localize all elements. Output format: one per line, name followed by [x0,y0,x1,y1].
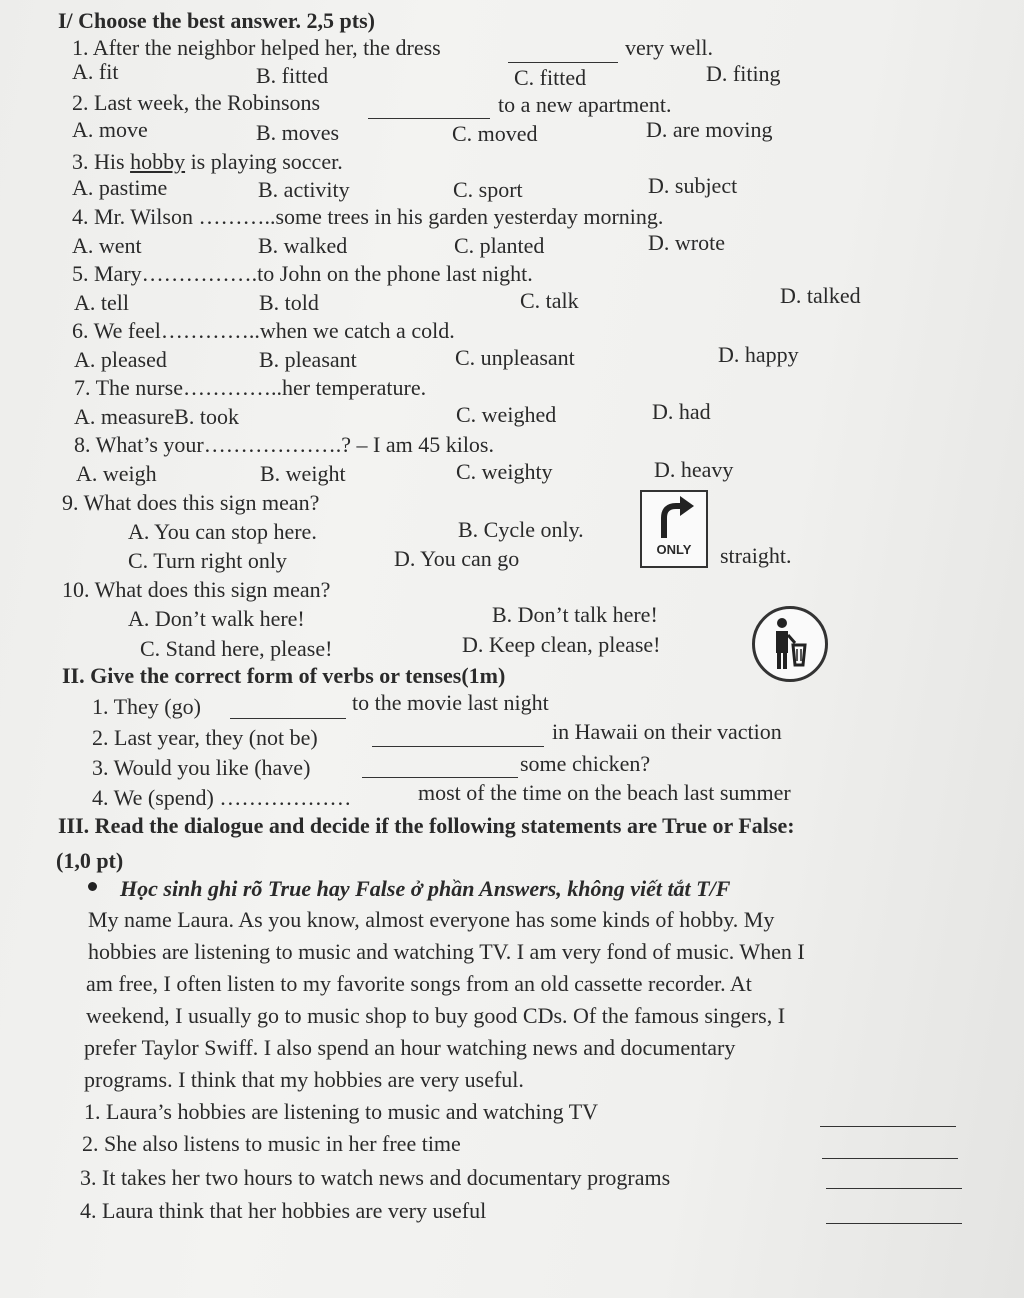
q2-option-a[interactable]: A. move [72,117,148,142]
q2-option-b[interactable]: B. moves [256,120,340,145]
s2-q3-after: some chicken? [520,751,651,776]
q3-underlined-word: hobby [130,149,186,174]
q8-option-c[interactable]: C. weighty [456,459,553,484]
passage-line: My name Laura. As you know, almost everyone has some kinds of hobby. My [88,907,775,932]
q4-stem: 4. Mr. Wilson ………..some trees in his garden yesterday morning. [72,204,664,229]
statement-2-blank[interactable] [822,1140,958,1159]
statement-4: 4. Laura think that her hobbies are very useful [80,1198,487,1223]
q9-option-a[interactable]: A. You can stop here. [128,519,317,544]
q2-option-d[interactable]: D. are moving [646,117,773,142]
q3-option-b[interactable]: B. activity [258,177,350,202]
turn-right-arrow-icon [642,492,706,542]
q4-option-b[interactable]: B. walked [258,233,348,258]
q1-blank[interactable] [508,44,618,63]
q8-option-b[interactable]: B. weight [260,461,346,486]
q8-option-d[interactable]: D. heavy [654,457,734,482]
q5-stem: 5. Mary…………….to John on the phone last night. [72,261,533,286]
q2-blank[interactable] [368,100,490,119]
statement-1-blank[interactable] [820,1108,956,1127]
q1-before: 1. After the neighbor helped her, the dress [72,35,441,60]
q6-option-c[interactable]: C. unpleasant [455,345,575,370]
q4-option-d[interactable]: D. wrote [648,230,725,255]
passage-line: weekend, I usually go to music shop to buy good CDs. Of the famous singers, I [86,1003,786,1028]
q4-option-a[interactable]: A. went [72,233,142,258]
s2-q2-after: in Hawaii on their vaction [552,719,782,744]
section3-points: (1,0 pt) [56,848,124,873]
q6-stem: 6. We feel…………..when we catch a cold. [72,318,455,343]
section3-heading: III. Read the dialogue and decide if the following statements are True or False: [58,813,795,838]
s2-q1-before: 1. They (go) [92,694,201,719]
q8-option-a[interactable]: A. weigh [76,461,157,486]
s2-q4-before: 4. We (spend) ……………… [92,785,352,810]
statement-1: 1. Laura’s hobbies are listening to music and watching TV [84,1099,599,1124]
q5-option-b[interactable]: B. told [259,290,319,315]
q1-stem [72,35,441,61]
q1-option-a[interactable]: A. fit [72,59,119,84]
q6-option-a[interactable]: A. pleased [74,347,167,372]
s2-q4-after: most of the time on the beach last summer [418,780,791,805]
q7-option-ab[interactable]: A. measureB. took [74,404,239,429]
q10-option-a[interactable]: A. Don’t walk here! [128,606,305,631]
q2-before: 2. Last week, the Robinsons [72,90,321,115]
person-trash-bin-icon [755,609,825,679]
q7-stem: 7. The nurse…………..her temperature. [74,375,427,400]
q3-option-d[interactable]: D. subject [648,173,738,198]
section2-heading: II. Give the correct form of verbs or tenses(1m) [62,663,506,688]
q5-option-a[interactable]: A. tell [74,290,129,315]
passage-line: prefer Taylor Swiff. I also spend an hour watching news and documentary [84,1035,736,1060]
q9-option-c[interactable]: C. Turn right only [128,548,287,573]
q1-option-d[interactable]: D. fiting [706,61,781,86]
q10-stem: 10. What does this sign mean? [62,577,331,602]
statement-3-blank[interactable] [826,1170,962,1189]
s2-q1-blank[interactable] [230,700,346,719]
q1-option-b[interactable]: B. fitted [256,63,329,88]
q9-option-d[interactable]: D. You can go [394,546,520,571]
q9-option-d-end: straight. [720,543,792,568]
passage-line: am free, I often listen to my favorite songs from an old cassette recorder. At [86,971,752,996]
q8-stem: 8. What’s your……………….? – I am 45 kilos. [74,432,494,457]
q1-after: very well. [625,35,713,60]
q5-option-d[interactable]: D. talked [780,283,861,308]
passage-line: hobbies are listening to music and watching TV. I am very fond of music. When I [88,939,805,964]
bullet-icon [88,882,97,891]
q10-option-b[interactable]: B. Don’t talk here! [492,602,658,627]
q3-after: is playing soccer. [185,149,343,174]
statement-2: 2. She also listens to music in her free time [82,1131,461,1156]
q2-option-c[interactable]: C. moved [452,121,538,146]
s2-q3-blank[interactable] [362,759,518,778]
s2-q2-before: 2. Last year, they (not be) [92,725,318,750]
q9-stem: 9. What does this sign mean? [62,490,320,515]
section3-note: Học sinh ghi rõ True hay False ở phần Answers, không viết tắt T/F [120,876,731,901]
s2-q1-after: to the movie last night [352,690,549,715]
statement-3: 3. It takes her two hours to watch news and documentary programs [80,1165,671,1190]
q7-option-c[interactable]: C. weighed [456,402,557,427]
turn-right-only-sign [640,490,708,568]
q3-option-a[interactable]: A. pastime [72,175,168,200]
q10-option-d[interactable]: D. Keep clean, please! [462,632,661,657]
q2-after: to a new apartment. [498,92,672,117]
q9-option-b[interactable]: B. Cycle only. [458,517,584,542]
keep-clean-sign [752,606,828,682]
q10-option-c[interactable]: C. Stand here, please! [140,636,333,661]
statement-4-blank[interactable] [826,1205,962,1224]
section1-heading: I/ Choose the best answer. 2,5 pts) [58,8,375,33]
q6-option-b[interactable]: B. pleasant [259,347,357,372]
q5-option-c[interactable]: C. talk [520,288,579,313]
passage-line: programs. I think that my hobbies are very useful. [84,1067,524,1092]
q3-before: 3. His [72,149,131,174]
s2-q3-before: 3. Would you like (have) [92,755,311,780]
q4-option-c[interactable]: C. planted [454,233,545,258]
sign-only-text: ONLY [656,542,692,557]
q3-stem [72,149,343,175]
s2-q2-blank[interactable] [372,728,544,747]
q1-option-c[interactable]: C. fitted [514,65,587,90]
q3-option-c[interactable]: C. sport [453,177,523,202]
q7-option-d[interactable]: D. had [652,399,711,424]
q6-option-d[interactable]: D. happy [718,342,799,367]
